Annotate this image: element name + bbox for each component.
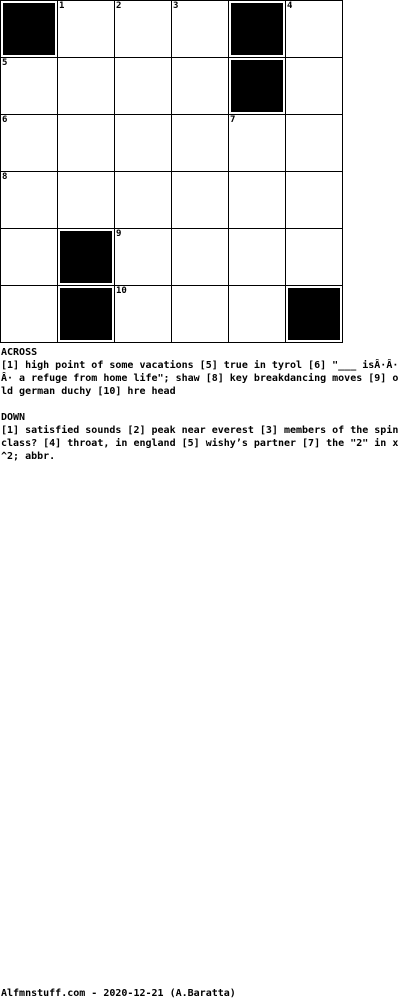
grid-row bbox=[1, 1, 343, 58]
across-heading: ACROSS bbox=[1, 347, 38, 358]
clue-number: 1 bbox=[59, 1, 65, 11]
grid-cell[interactable] bbox=[58, 172, 115, 229]
grid-cell[interactable] bbox=[115, 58, 172, 115]
grid-cell[interactable] bbox=[286, 1, 343, 58]
grid-cell[interactable] bbox=[172, 115, 229, 172]
black-square-fill bbox=[288, 288, 340, 340]
grid-cell[interactable] bbox=[286, 229, 343, 286]
across-clue-text: [1] high point of some vacations [5] true in tyrol [6] "___ isÂ·Â·Â· a refuge from home life"; shaw [8] key breakdancing moves [9] old german duchy [10] hre head bbox=[1, 360, 399, 397]
black-square-fill bbox=[3, 3, 55, 55]
grid-cell[interactable] bbox=[172, 172, 229, 229]
grid-cell[interactable] bbox=[58, 1, 115, 58]
grid-cell[interactable] bbox=[115, 1, 172, 58]
black-square bbox=[229, 58, 286, 115]
black-square bbox=[1, 1, 58, 58]
black-square bbox=[229, 1, 286, 58]
grid-cell[interactable] bbox=[229, 172, 286, 229]
crossword-grid bbox=[0, 0, 343, 343]
grid-cell[interactable] bbox=[286, 115, 343, 172]
grid-cell[interactable] bbox=[58, 58, 115, 115]
clue-number: 4 bbox=[287, 1, 293, 11]
clue-number: 10 bbox=[116, 286, 127, 296]
footer-credit: Alfmnstuff.com - 2020-12-21 (A.Baratta) bbox=[1, 988, 236, 999]
grid-cell[interactable] bbox=[229, 286, 286, 343]
grid-cell[interactable] bbox=[172, 1, 229, 58]
clue-number: 2 bbox=[116, 1, 122, 11]
clue-number: 9 bbox=[116, 229, 122, 239]
down-heading: DOWN bbox=[1, 412, 26, 423]
grid-cell[interactable] bbox=[1, 172, 58, 229]
grid-row bbox=[1, 172, 343, 229]
grid-cell[interactable] bbox=[115, 229, 172, 286]
black-square-fill bbox=[60, 231, 112, 283]
clue-number: 7 bbox=[230, 115, 236, 125]
black-square bbox=[58, 229, 115, 286]
grid-row bbox=[1, 58, 343, 115]
grid-cell[interactable] bbox=[229, 229, 286, 286]
grid-cell[interactable] bbox=[286, 172, 343, 229]
grid-cell[interactable] bbox=[286, 58, 343, 115]
grid-cell[interactable] bbox=[172, 58, 229, 115]
grid-cell[interactable] bbox=[229, 115, 286, 172]
black-square-fill bbox=[60, 288, 112, 340]
grid-cell[interactable] bbox=[1, 58, 58, 115]
grid-row bbox=[1, 286, 343, 343]
black-square-fill bbox=[231, 60, 283, 112]
grid-cell[interactable] bbox=[172, 229, 229, 286]
across-clues bbox=[1, 346, 399, 398]
black-square-fill bbox=[231, 3, 283, 55]
grid-cell[interactable] bbox=[58, 115, 115, 172]
grid-cell[interactable] bbox=[115, 172, 172, 229]
clue-number: 3 bbox=[173, 1, 179, 11]
black-square bbox=[58, 286, 115, 343]
clue-number: 6 bbox=[2, 115, 8, 125]
grid-cell[interactable] bbox=[1, 286, 58, 343]
grid-row bbox=[1, 229, 343, 286]
grid-row bbox=[1, 115, 343, 172]
clue-number: 5 bbox=[2, 58, 8, 68]
down-clue-text: [1] satisfied sounds [2] peak near everest [3] members of the spin class? [4] throat, in england [5] wishy’s partner [7] the "2" in x^2; abbr. bbox=[1, 425, 399, 462]
grid-cell[interactable] bbox=[115, 115, 172, 172]
down-clues bbox=[1, 411, 399, 463]
grid-cell[interactable] bbox=[172, 286, 229, 343]
grid-cell[interactable] bbox=[1, 229, 58, 286]
black-square bbox=[286, 286, 343, 343]
grid-cell[interactable] bbox=[1, 115, 58, 172]
clue-number: 8 bbox=[2, 172, 8, 182]
clues-panel bbox=[1, 346, 399, 463]
grid-cell[interactable] bbox=[115, 286, 172, 343]
